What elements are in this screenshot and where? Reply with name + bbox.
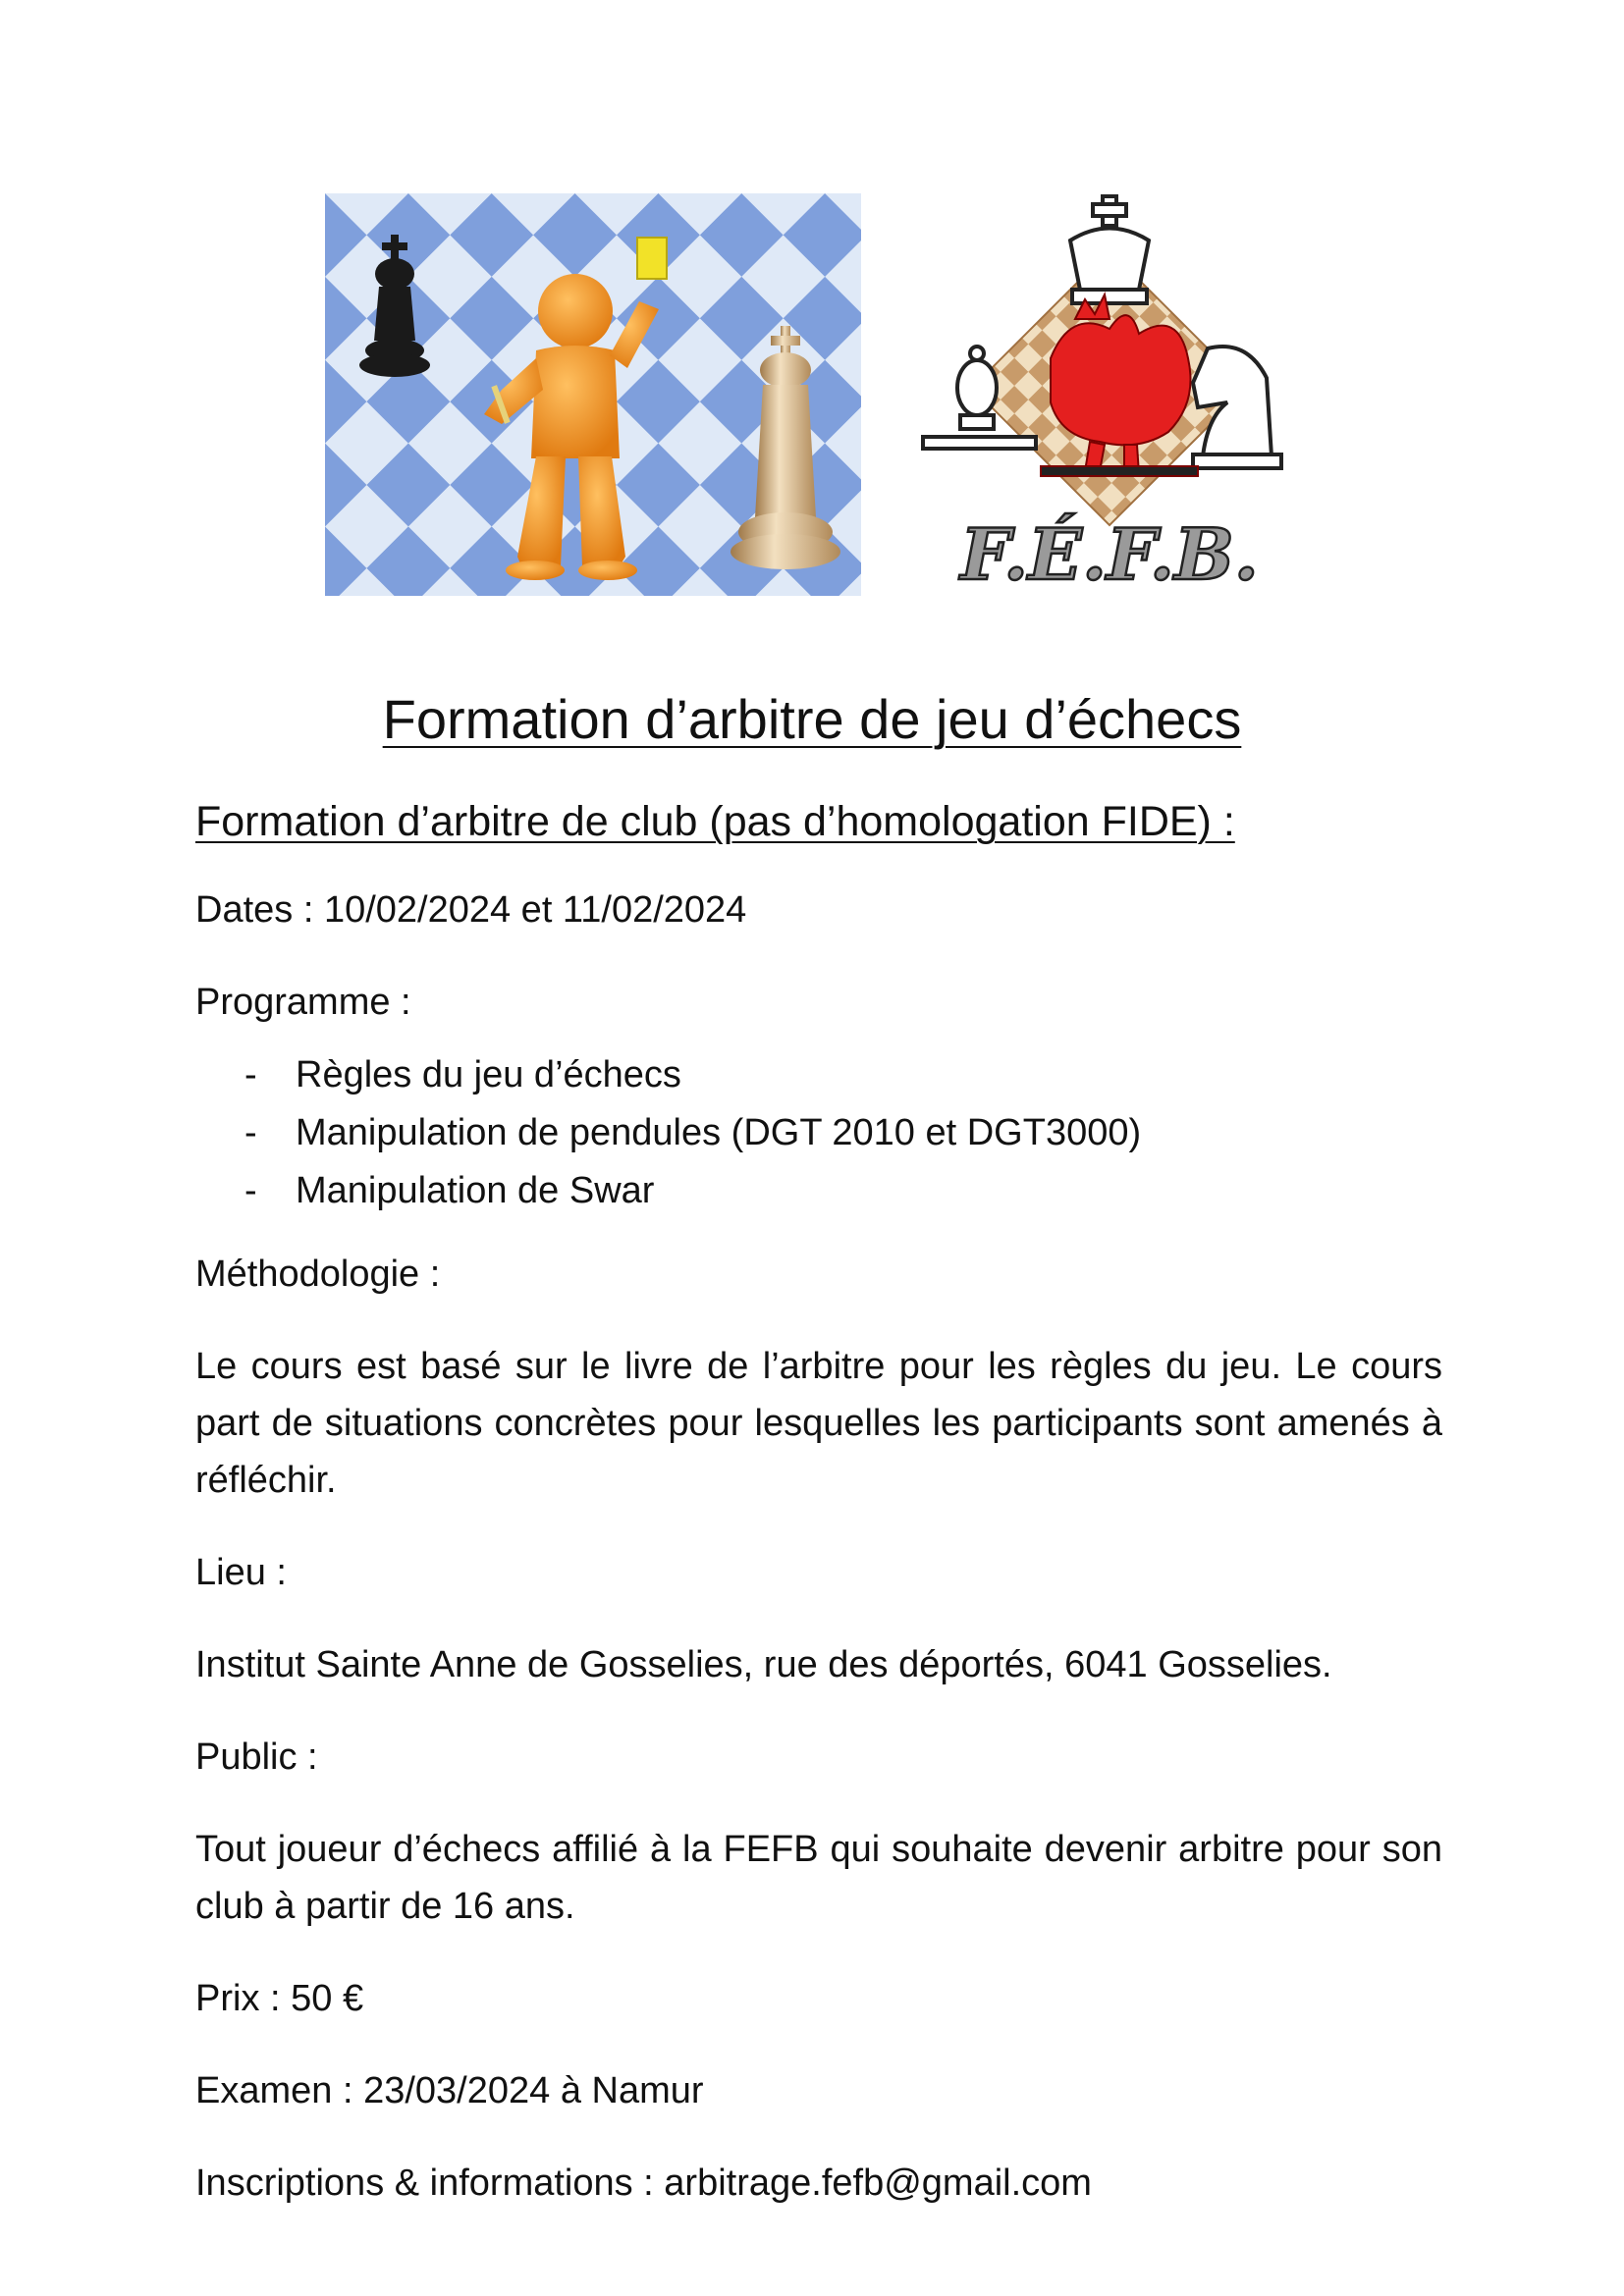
inscriptions-line: Inscriptions & informations : arbitrage.fefb@gmail.com	[195, 2163, 1092, 2204]
examen-line: Examen : 23/03/2024 à Namur	[195, 2070, 704, 2111]
methodologie-text: Le cours est basé sur le livre de l’arbitre pour les règles du jeu. Le cours part de situations concrètes pour lesquelles les participants sont amenés à réfléchir.	[195, 1346, 1442, 1501]
header-images	[0, 191, 1624, 604]
programme-label: Programme :	[195, 982, 411, 1023]
section-subtitle: Formation d’arbitre de club (pas d’homologation FIDE) :	[195, 798, 1235, 845]
dates-line: Dates : 10/02/2024 et 11/02/2024	[195, 889, 747, 931]
public-label: Public :	[195, 1736, 318, 1778]
yellow-card-icon	[637, 238, 667, 279]
list-item: - Manipulation de Swar	[244, 1170, 655, 1211]
programme-list	[195, 1046, 1442, 1220]
fefb-logo	[903, 191, 1316, 599]
knight-icon	[1193, 347, 1281, 468]
king-icon	[1070, 196, 1149, 303]
referee-chess-illustration	[325, 193, 861, 596]
lieu-label: Lieu :	[195, 1552, 287, 1593]
lieu-text: Institut Sainte Anne de Gosselies, rue des déportés, 6041 Gosselies.	[195, 1644, 1332, 1685]
logo-text: F.É.F.B.	[960, 512, 1259, 596]
page-title: Formation d’arbitre de jeu d’échecs	[382, 688, 1242, 750]
methodologie-label: Méthodologie :	[195, 1254, 441, 1295]
list-item: - Manipulation de pendules (DGT 2010 et DGT3000)	[244, 1112, 1142, 1153]
list-item: - Règles du jeu d’échecs	[244, 1054, 681, 1095]
public-text: Tout joueur d’échecs affilié à la FEFB qui souhaite devenir arbitre pour son club à partir de 16 ans.	[195, 1829, 1442, 1927]
prix-line: Prix : 50 €	[195, 1978, 364, 2019]
document-body	[195, 793, 1442, 2247]
